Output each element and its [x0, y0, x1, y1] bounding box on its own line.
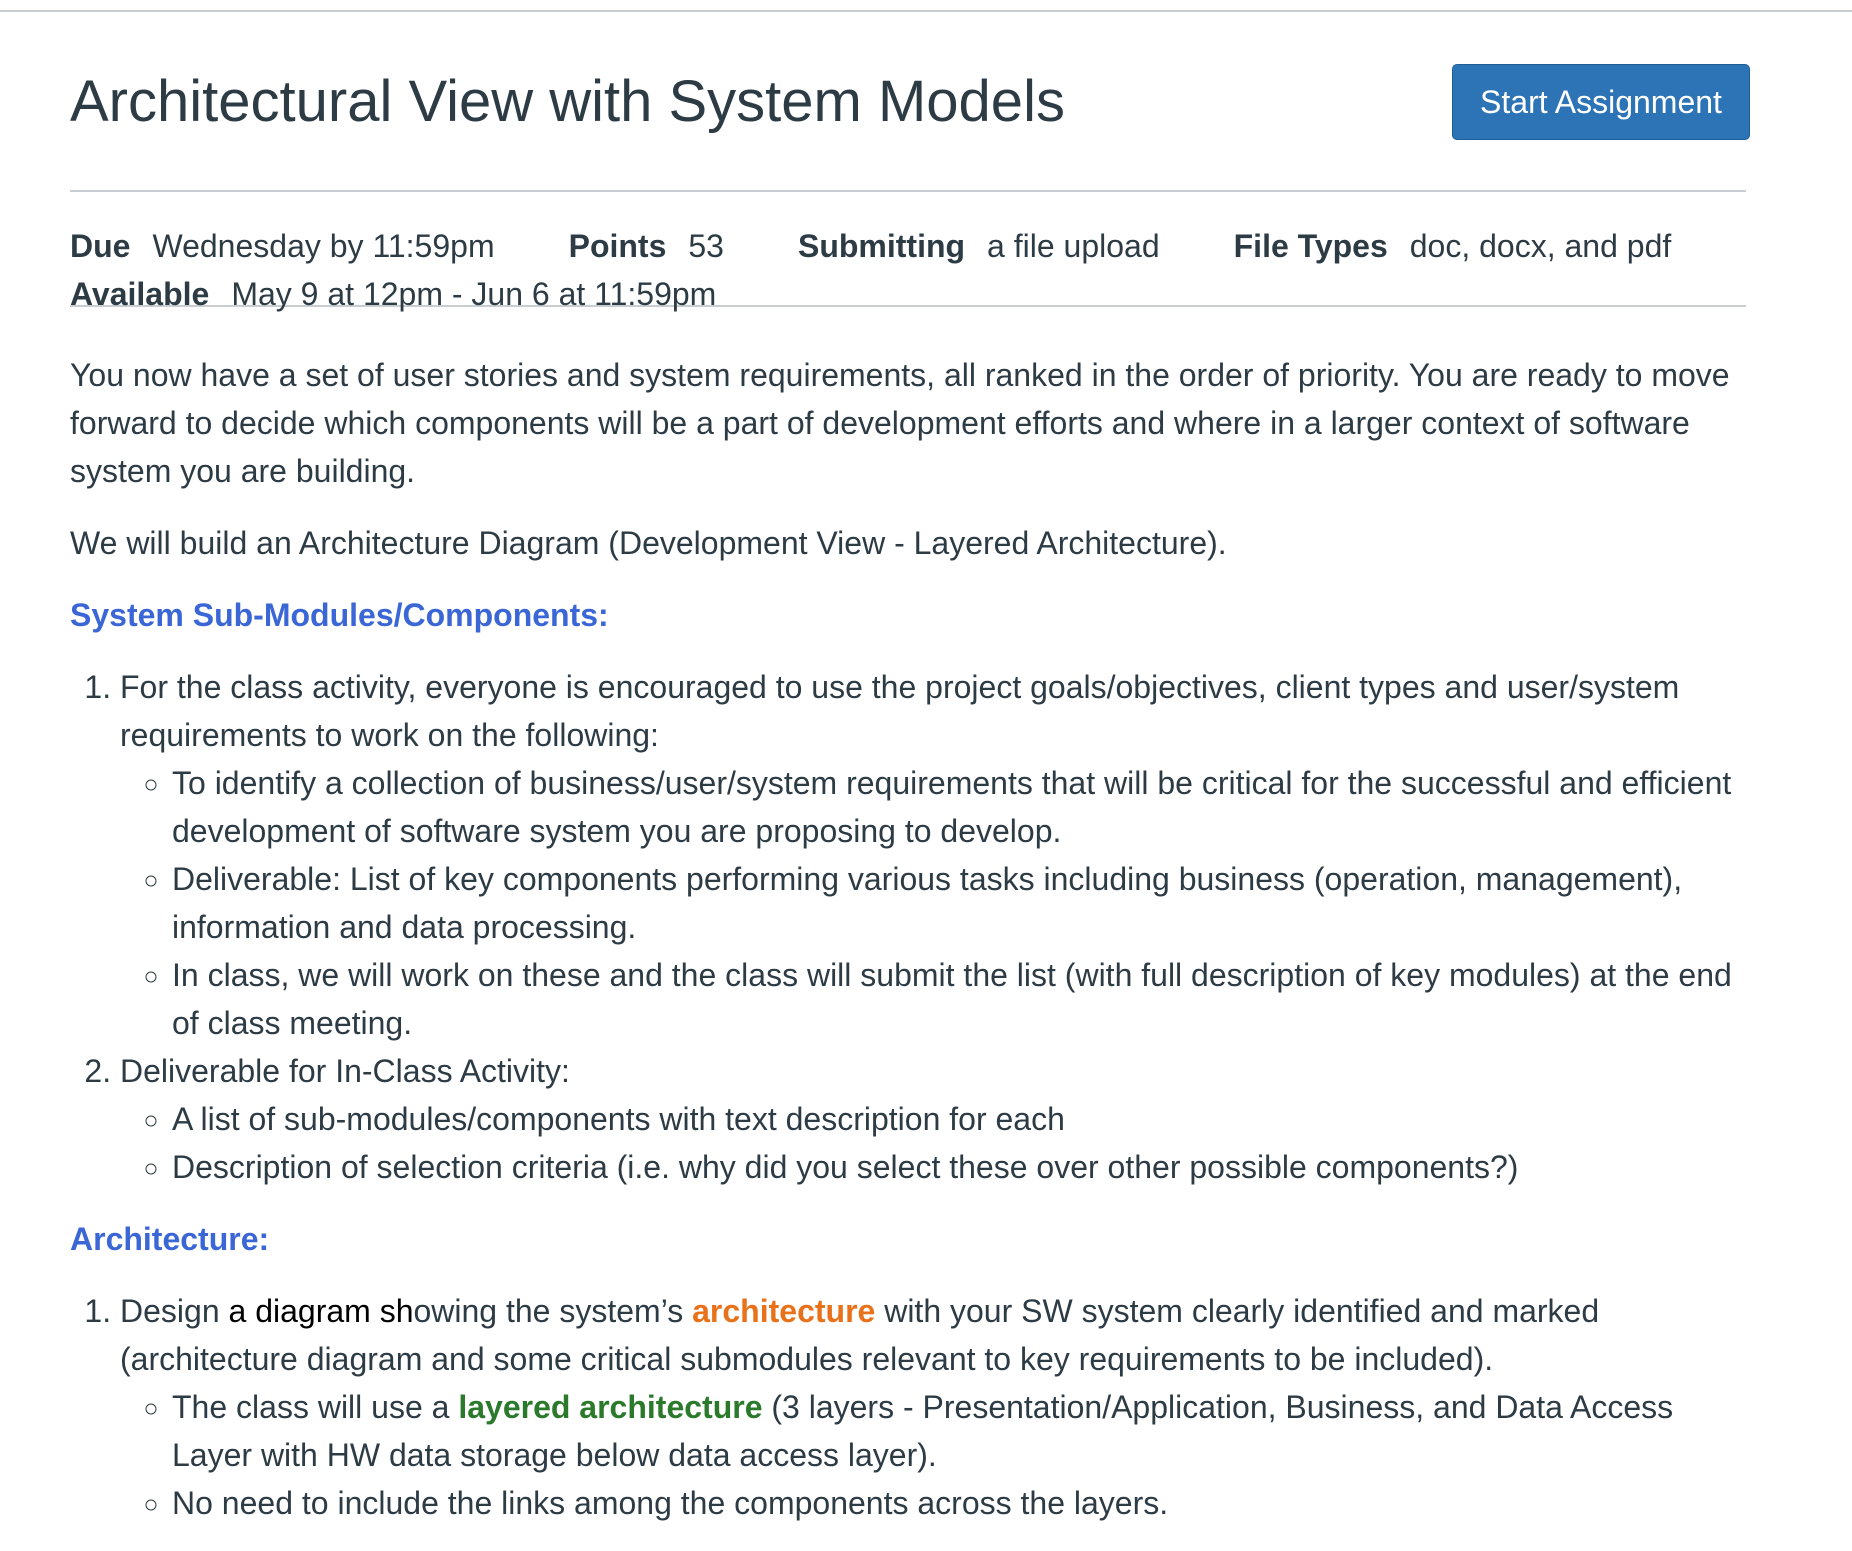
sub-list-item: ◦ A list of sub-modules/components with text description for each	[172, 1095, 1750, 1143]
available-detail	[70, 270, 716, 318]
sub-list	[120, 1095, 1750, 1191]
submitting-label: Submitting	[797, 228, 966, 264]
submitting-value: a file upload	[987, 228, 1160, 264]
assignment-page	[70, 0, 1750, 1551]
file-types-label: File Types	[1233, 228, 1388, 264]
architecture-highlight: architecture	[692, 1293, 876, 1329]
intro-paragraph: You now have a set of user stories and system requirements, all ranked in the order of priority. You are ready to move forward to decide which components will be a part of development efforts and where in a larger context of software system you are building.	[70, 357, 1730, 489]
file-types-detail	[1234, 222, 1672, 270]
points-value: 53	[688, 228, 724, 264]
sub-list-item: ◦ Description of selection criteria (i.e. why did you select these over other possible components?)	[172, 1143, 1750, 1191]
sub-list-item: ◦ To identify a collection of business/user/system requirements that will be critical for the successful and efficient development of software system you are proposing to develop.	[172, 759, 1750, 855]
file-types-value: doc, docx, and pdf	[1409, 228, 1672, 264]
sub-list	[120, 1383, 1750, 1527]
due-label: Due	[70, 228, 131, 264]
details-row-1	[70, 222, 1750, 270]
build-paragraph: We will build an Architecture Diagram (Development View - Layered Architecture).	[70, 525, 1227, 561]
sub-list	[120, 759, 1750, 1047]
sub-list-item: ◦ In class, we will work on these and the class will submit the list (with full description of key modules) at the end of class meeting.	[172, 951, 1750, 1047]
layered-architecture-highlight: layered architecture	[458, 1389, 763, 1425]
page-title: Architectural View with System Models	[70, 69, 1065, 134]
list-item-text-part: Design	[120, 1293, 229, 1329]
list-item-text-part: a diagram sh	[228, 1293, 414, 1329]
due-value: Wednesday by 11:59pm	[152, 228, 495, 264]
list-item-text: For the class activity, everyone is encouraged to use the project goals/objectives, client types and user/system requirements to work on the following:	[120, 669, 1680, 753]
list-item-text: Deliverable for In-Class Activity:	[120, 1053, 570, 1089]
points-label: Points	[568, 228, 667, 264]
submodules-list	[70, 663, 1750, 1191]
sub-list-item: ◦ No need to include the links among the components across the layers.	[172, 1479, 1750, 1527]
list-item	[120, 1287, 1750, 1527]
sub-list-item	[172, 1383, 1750, 1479]
sub-list-item-text-part: (3 layers - Presentation/Application, Business, and Data Access Layer with HW data storage below data access layer).	[172, 1389, 1674, 1473]
sub-list-item-text-part: The class will use a	[172, 1389, 459, 1425]
list-item-text-part: with your SW system clearly identified and marked (architecture diagram and some critical submodules relevant to key requirements to be included).	[120, 1293, 1600, 1377]
sub-list-item: ◦ Deliverable: List of key components performing various tasks including business (operation, management), information and data processing.	[172, 855, 1750, 951]
architecture-list	[70, 1287, 1750, 1527]
assignment-description	[70, 307, 1750, 1527]
list-item-text-part: owing the system’s	[413, 1293, 693, 1329]
assignment-details	[70, 192, 1750, 312]
due-detail	[70, 222, 495, 270]
assignment-header	[70, 0, 1750, 190]
available-label: Available	[70, 276, 210, 312]
points-detail	[569, 222, 724, 270]
section-heading-submodules: System Sub-Modules/Components:	[70, 597, 609, 633]
list-item	[120, 1047, 1750, 1191]
section-heading-architecture: Architecture:	[70, 1221, 270, 1257]
submitting-detail	[798, 222, 1160, 270]
available-value: May 9 at 12pm - Jun 6 at 11:59pm	[231, 276, 717, 312]
list-item	[120, 663, 1750, 1047]
start-assignment-button[interactable]: Start Assignment	[1452, 64, 1750, 140]
